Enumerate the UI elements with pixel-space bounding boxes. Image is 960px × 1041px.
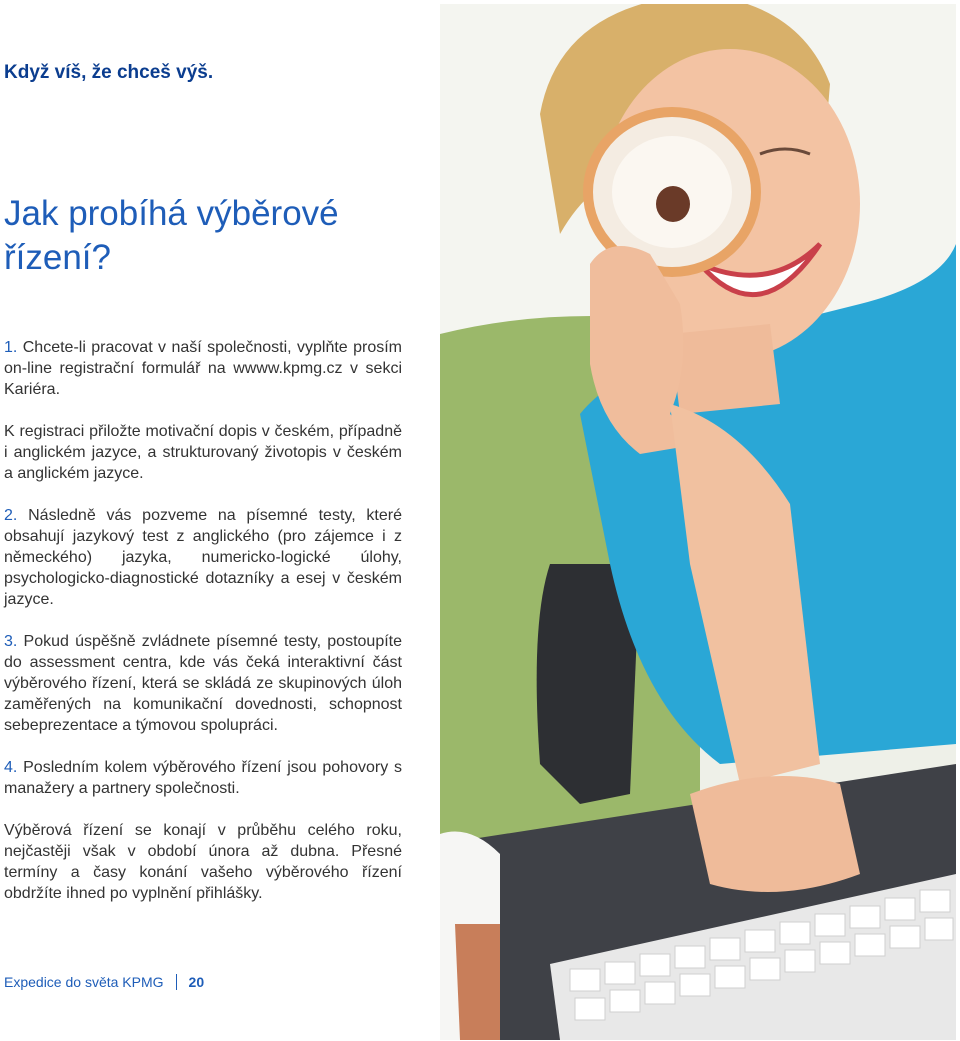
paragraph-text: Následně vás pozveme na písemné testy, které obsahují jazykový test z anglického (pro zájemce i z německého) jazyka, numericko-logické úlohy, psychologicko-diagnostické dotazníky a esej v českém jazyce. xyxy=(4,507,402,608)
publication-name: Expedice do světa KPMG xyxy=(4,974,164,990)
photo-illustration xyxy=(440,4,956,1040)
paragraph-text: K registraci přiložte motivační dopis v českém, případně i anglickém jazyce, a strukturovaný životopis v českém a anglickém jazyce. xyxy=(4,423,402,482)
page-footer xyxy=(4,974,204,990)
step-number: 4. xyxy=(4,759,18,776)
tagline: Když víš, že chceš výš. xyxy=(4,62,214,83)
paragraph-5 xyxy=(4,757,402,799)
page-number: 20 xyxy=(188,974,205,990)
page-title: Jak probíhá výběrové řízení? xyxy=(4,194,339,277)
donut-hole xyxy=(656,186,690,222)
paragraph-1 xyxy=(4,337,402,400)
paragraph-3 xyxy=(4,505,402,610)
paragraph-text: Pokud úspěšně zvládnete písemné testy, postoupíte do assessment centra, kde vás čeká interaktivní část výběrového řízení, která se skládá ze skupinových úloh zaměřených na komunikační dovednosti, schopnost sebeprezentace a týmovou spolupráci. xyxy=(4,633,403,734)
paragraph-2 xyxy=(4,421,402,484)
woman-donut-photo xyxy=(440,4,956,1040)
paragraph-text: Výběrová řízení se konají v průběhu celého roku, nejčastěji však v období února až dubna. Přesné termíny a časy konání vašeho výběrového řízení obdržíte ihned po vyplnění přihlášky. xyxy=(4,822,402,902)
elbow xyxy=(690,776,860,892)
body-text xyxy=(4,337,402,925)
paragraph-text: Chcete-li pracovat v naší společnosti, vyplňte prosím on-line registrační formulář na wwww.kpmg.cz v sekci Kariéra. xyxy=(4,339,402,398)
footer-divider xyxy=(176,974,177,990)
paragraph-6 xyxy=(4,820,402,904)
paragraph-text: Posledním kolem výběrového řízení jsou pohovory s manažery a partnery společnosti. xyxy=(4,759,402,797)
step-number: 2. xyxy=(4,507,18,524)
step-number: 1. xyxy=(4,339,18,356)
step-number: 3. xyxy=(4,633,18,650)
paragraph-4 xyxy=(4,631,402,736)
